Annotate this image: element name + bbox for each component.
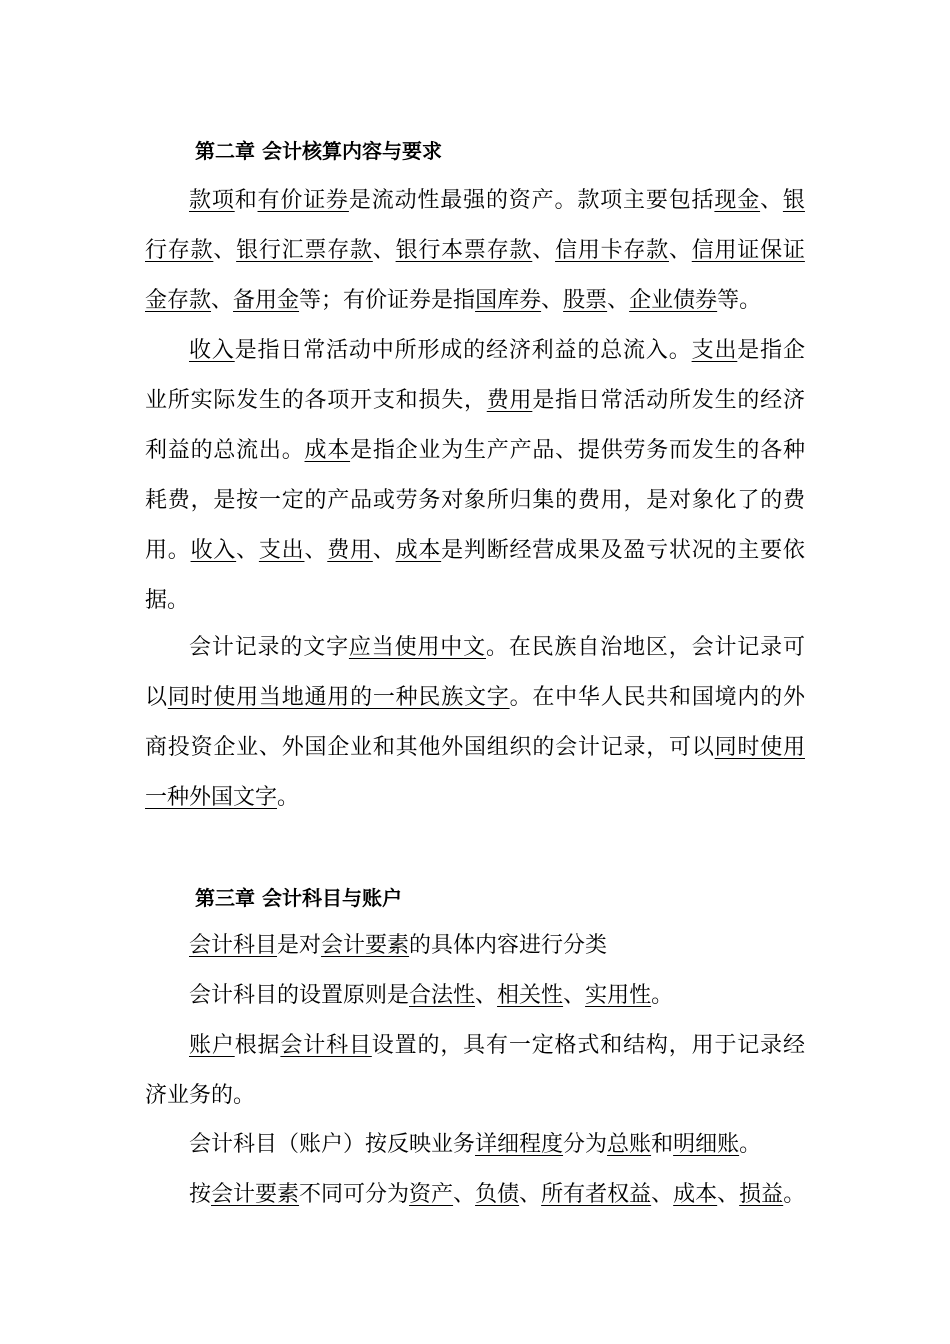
- chapter-2-paragraph-assets: [145, 176, 805, 326]
- underlined-term: 备用金: [233, 288, 300, 313]
- underlined-term: 款项: [189, 188, 235, 213]
- underlined-term: 实用性: [585, 983, 652, 1008]
- text-run: 、: [563, 983, 586, 1008]
- chapter-2-title: 第二章 会计核算内容与要求: [195, 139, 442, 163]
- underlined-term: 资产: [409, 1182, 454, 1207]
- underlined-term: 银行本票存款: [395, 238, 533, 263]
- text-run: 等。: [717, 288, 762, 313]
- chapter-3-paragraph-principles: [145, 971, 805, 1021]
- text-run: 、: [236, 538, 259, 563]
- text-run: 、: [453, 1182, 476, 1207]
- text-run: 是指日常活动中所形成的经济利益的总流入。: [234, 338, 692, 363]
- text-run: 。: [277, 785, 300, 810]
- text-run: 不同可分为: [299, 1182, 410, 1207]
- text-run: 是指日常活动所发生的经济利益的总流出。: [145, 388, 805, 463]
- text-run: 、: [541, 288, 564, 313]
- text-run: 分为: [563, 1132, 608, 1157]
- underlined-term: 银行存款: [145, 188, 805, 263]
- text-run: 。在中华人民共和国境内的外商投资企业、外国企业和其他外国组织的会计记录，可以: [145, 685, 805, 760]
- chapter-2-paragraph-income: [145, 326, 805, 626]
- underlined-term: 明细账: [673, 1132, 740, 1157]
- underlined-term: 总账: [607, 1132, 652, 1157]
- text-run: 、: [213, 238, 237, 263]
- text-run: 、: [372, 238, 396, 263]
- text-run: 会计科目（账户）按反映业务: [189, 1132, 476, 1157]
- underlined-term: 费用: [327, 538, 373, 563]
- chapter-2-paragraph-language: [145, 623, 805, 823]
- underlined-term: 现金: [714, 188, 761, 213]
- underlined-term: 股票: [563, 288, 608, 313]
- underlined-term: 有价证券: [257, 188, 349, 213]
- text-run: 和: [234, 188, 258, 213]
- underlined-term: 成本: [395, 538, 442, 563]
- text-run: 设置的，具有一定格式和结构，用于记录经济业务的。: [145, 1033, 805, 1108]
- text-run: 、: [372, 538, 396, 563]
- chapter-3-paragraph-detail-level: [145, 1120, 805, 1170]
- underlined-term: 费用: [486, 388, 533, 413]
- text-run: 。: [739, 1132, 762, 1157]
- underlined-term: 会计要素: [321, 933, 410, 958]
- underlined-term: 负债: [475, 1182, 520, 1207]
- text-run: 是指企业所实际发生的各项开支和损失，: [145, 338, 805, 413]
- text-run: 、: [651, 1182, 674, 1207]
- underlined-term: 信用证保证金存款: [145, 238, 805, 313]
- underlined-term: 收入: [190, 538, 237, 563]
- text-run: 和: [651, 1132, 674, 1157]
- text-run: 的具体内容进行分类: [409, 933, 608, 958]
- underlined-term: 支出: [691, 338, 738, 363]
- text-run: 、: [519, 1182, 542, 1207]
- text-run: 按: [189, 1182, 212, 1207]
- text-run: 是指企业为生产产品、提供劳务而发生的各种耗费，是按一定的产品或劳务对象所归集的费用，是对象化了的费用。: [145, 438, 805, 563]
- underlined-term: 应当使用中文: [348, 635, 486, 660]
- underlined-term: 同时使用一种外国文字: [145, 735, 805, 810]
- underlined-term: 损益: [739, 1182, 784, 1207]
- text-run: 、: [717, 1182, 740, 1207]
- text-run: 、: [607, 288, 630, 313]
- text-run: 等；有价证券是指: [299, 288, 476, 313]
- underlined-term: 合法性: [409, 983, 476, 1008]
- underlined-term: 成本: [673, 1182, 718, 1207]
- text-run: 是对: [277, 933, 322, 958]
- underlined-term: 会计要素: [211, 1182, 300, 1207]
- chapter-3-paragraph-elements: [145, 1170, 825, 1220]
- underlined-term: 同时使用当地通用的一种民族文字: [167, 685, 510, 710]
- underlined-term: 支出: [258, 538, 305, 563]
- underlined-term: 相关性: [497, 983, 564, 1008]
- chapter-3-paragraph-accounts: [145, 1021, 805, 1121]
- text-run: 、: [211, 288, 234, 313]
- text-run: 。: [783, 1182, 806, 1207]
- text-run: 是判断经营成果及盈亏状况的主要依据。: [145, 538, 805, 613]
- text-run: 。在民族自治地区，会计记录可以: [145, 635, 805, 710]
- text-run: 会计科目的设置原则是: [189, 983, 410, 1008]
- text-run: 根据: [234, 1033, 281, 1058]
- underlined-term: 企业债券: [629, 288, 718, 313]
- text-run: 会计记录的文字: [189, 635, 349, 660]
- text-run: 、: [532, 238, 556, 263]
- underlined-term: 会计科目: [280, 1033, 372, 1058]
- text-run: 。: [651, 983, 674, 1008]
- underlined-term: 收入: [189, 338, 235, 363]
- underlined-term: 所有者权益: [541, 1182, 652, 1207]
- underlined-term: 国库券: [475, 288, 542, 313]
- text-run: 、: [760, 188, 783, 213]
- text-run: 是流动性最强的资产。款项主要包括: [348, 188, 715, 213]
- underlined-term: 账户: [189, 1033, 235, 1058]
- underlined-term: 会计科目: [189, 933, 278, 958]
- text-run: 、: [304, 538, 328, 563]
- text-run: 、: [668, 238, 692, 263]
- text-run: 、: [475, 983, 498, 1008]
- underlined-term: 银行汇票存款: [236, 238, 373, 263]
- underlined-term: 成本: [304, 438, 351, 463]
- chapter-3-title: 第三章 会计科目与账户: [195, 886, 402, 910]
- chapter-3-paragraph-definition: [145, 921, 805, 971]
- underlined-term: 详细程度: [475, 1132, 564, 1157]
- underlined-term: 信用卡存款: [555, 238, 669, 263]
